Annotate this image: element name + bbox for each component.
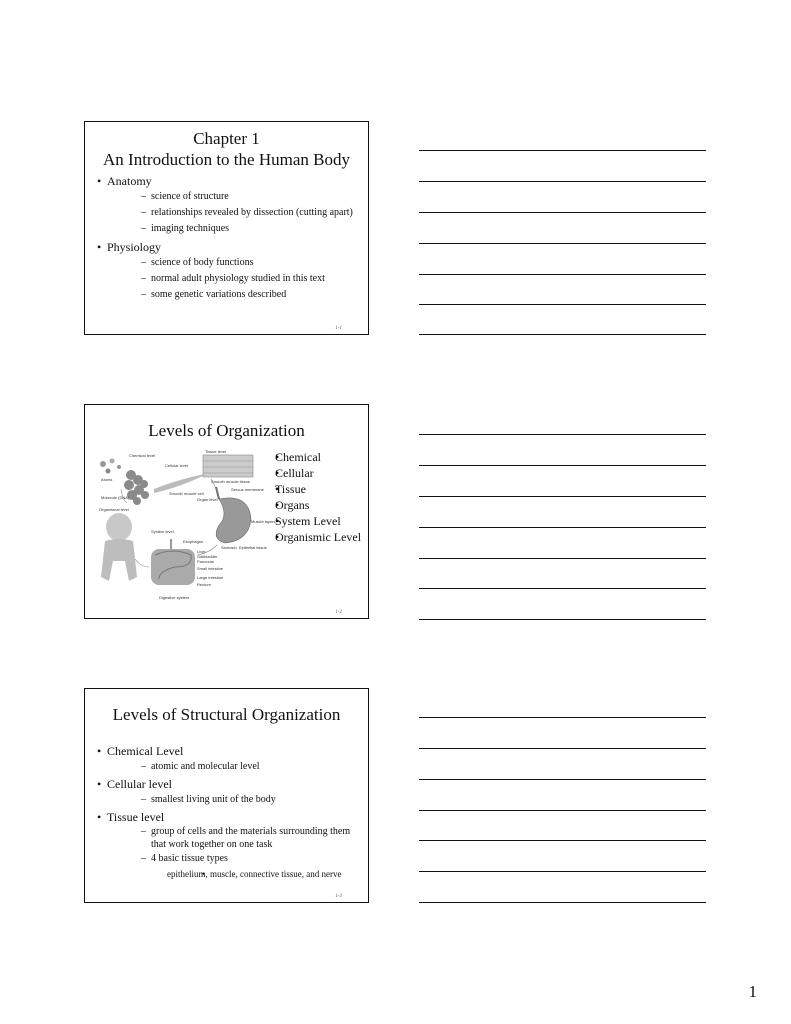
bullet-item — [85, 239, 368, 303]
sub-sub-bullet: • epithelium, muscle, connective tissue, and nerve — [151, 867, 368, 881]
figure-label: Pancreas — [197, 559, 214, 564]
figure-label: Molecule (DNA) — [101, 495, 130, 500]
title-line-2: An Introduction to the Human Body — [103, 150, 350, 169]
note-line — [419, 334, 706, 335]
sub-bullet: – relationships revealed by dissection (cutting apart) — [107, 205, 368, 221]
bullet-text: Chemical Level — [107, 744, 184, 758]
note-line — [419, 465, 706, 466]
bullet-item: • Chemical — [263, 449, 361, 465]
levels-of-organization-figure — [99, 449, 276, 609]
note-line — [419, 304, 706, 305]
bullet-item — [85, 776, 368, 808]
figure-label: Smooth muscle cell — [169, 491, 204, 496]
sub-bullet-text: 4 basic tissue types — [151, 853, 228, 864]
figure-label: Muscle layers — [251, 519, 276, 524]
bullet-item: • Cellular — [263, 465, 361, 481]
note-line — [419, 748, 706, 749]
slide-3 — [84, 688, 369, 903]
bullet-list — [85, 173, 368, 303]
figure-label: Serous membrane — [231, 487, 264, 492]
figure-label: Atoms — [101, 477, 113, 482]
slide-number: 1-3 — [335, 894, 342, 899]
sub-bullet: – normal adult physiology studied in this text — [107, 271, 368, 287]
figure-label: Liver — [197, 549, 206, 554]
slide-1 — [84, 121, 369, 335]
figure-label: Cellular level — [165, 463, 188, 468]
note-line — [419, 902, 706, 903]
figure-label: Organ level — [197, 497, 218, 502]
sub-bullet: – some genetic variations described — [107, 287, 368, 303]
bullet-list — [263, 449, 361, 545]
organization-diagram — [99, 449, 276, 609]
sub-bullet — [107, 851, 368, 881]
note-line — [419, 212, 706, 213]
figure-label: Smooth muscle tissue — [211, 479, 251, 484]
note-line — [419, 779, 706, 780]
note-line — [419, 434, 706, 435]
figure-label: Large intestine — [197, 575, 224, 580]
figure-label: Digestive system — [159, 595, 190, 600]
sub-bullet: – group of cells and the materials surrounding them that work together on one task — [107, 825, 368, 851]
figure-label: Stomach — [221, 545, 237, 550]
note-line — [419, 810, 706, 811]
note-line — [419, 717, 706, 718]
bullet-text: Tissue level — [107, 810, 165, 824]
slide-title — [85, 128, 368, 170]
bullet-item — [85, 173, 368, 237]
bullet-text: Cellular level — [107, 777, 172, 791]
bullet-text: Anatomy — [107, 174, 152, 188]
figure-label: Small intestine — [197, 566, 224, 571]
bullet-list — [85, 743, 368, 881]
slide-title: Levels of Organization — [148, 421, 305, 440]
bullet-item: • Tissue — [263, 481, 361, 497]
note-line — [419, 150, 706, 151]
figure-label: Organismal level — [99, 507, 129, 512]
figure-label: Rectum — [197, 582, 211, 587]
page-number: 1 — [748, 982, 757, 1001]
bullet-item: • System Level — [263, 513, 361, 529]
sub-bullet: – science of structure — [107, 189, 368, 205]
figure-label: Esophagus — [183, 539, 204, 544]
figure-label: Epithelial tissue — [239, 545, 267, 550]
note-line — [419, 588, 706, 589]
bullet-item — [85, 743, 368, 775]
slide-number: 1-2 — [335, 610, 342, 615]
figure-label: System level — [151, 529, 174, 534]
note-line — [419, 181, 706, 182]
note-line — [419, 274, 706, 275]
slide-number: 1-1 — [335, 326, 342, 331]
title-line-1: Chapter 1 — [193, 129, 260, 148]
sub-bullet: – smallest living unit of the body — [107, 792, 368, 808]
note-line — [419, 527, 706, 528]
note-line — [419, 840, 706, 841]
bullet-text: Physiology — [107, 240, 162, 254]
sub-bullet: – science of body functions — [107, 255, 368, 271]
note-line — [419, 243, 706, 244]
sub-bullet: – imaging techniques — [107, 221, 368, 237]
slide-2 — [84, 404, 369, 619]
note-line — [419, 871, 706, 872]
note-line — [419, 558, 706, 559]
bullet-item — [85, 809, 368, 881]
note-line — [419, 496, 706, 497]
figure-label: Gallbladder — [197, 554, 218, 559]
note-line — [419, 619, 706, 620]
sub-bullet: – atomic and molecular level — [107, 759, 368, 775]
bullet-item: • Organs — [263, 497, 361, 513]
slide-title: Levels of Structural Organization — [112, 705, 341, 724]
bullet-item: • Organismic Level — [263, 529, 361, 545]
figure-label: Tissue level — [205, 449, 226, 454]
figure-label: Chemical level — [129, 453, 156, 458]
